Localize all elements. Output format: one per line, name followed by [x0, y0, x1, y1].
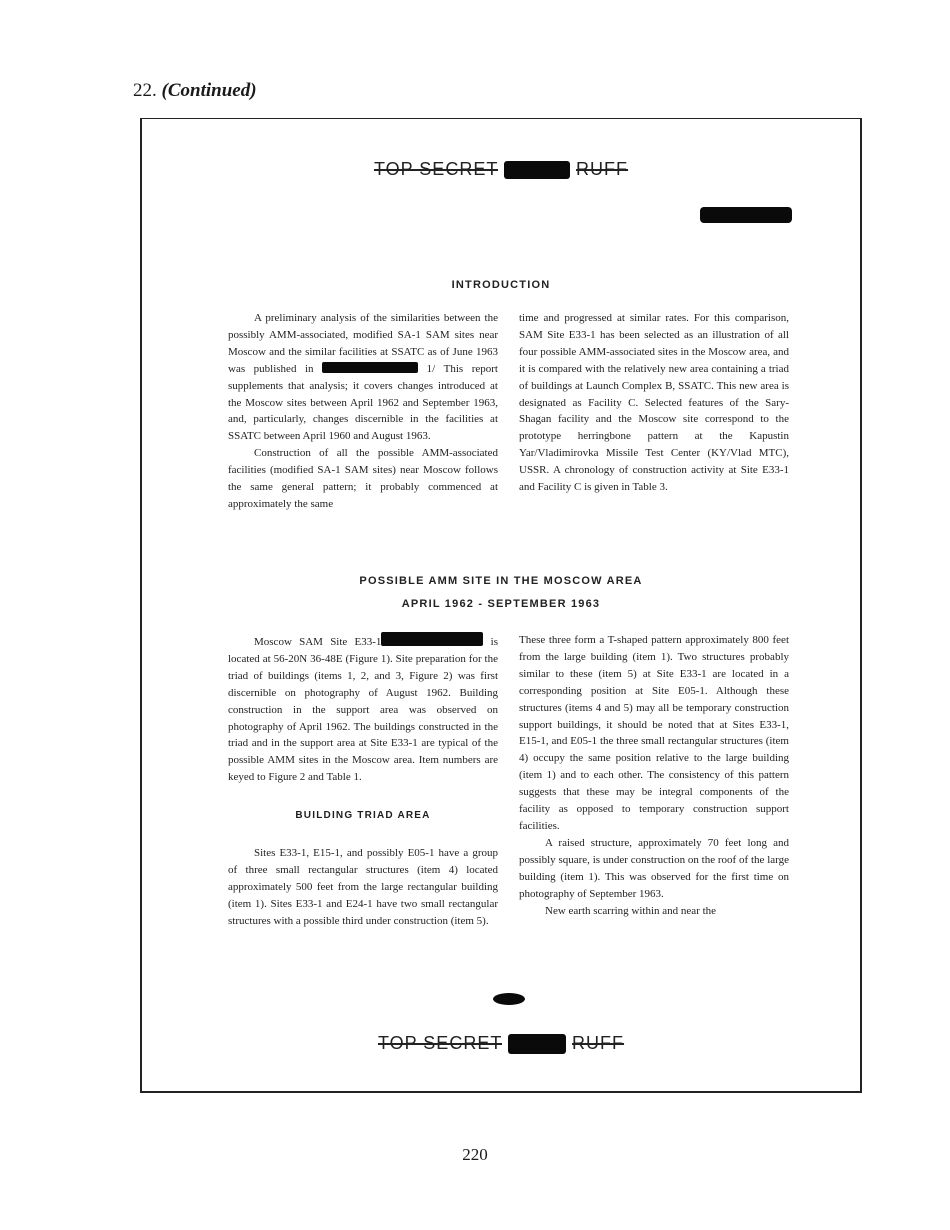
- document-frame: [140, 118, 862, 1093]
- header-continued: (Continued): [161, 80, 257, 101]
- classification-top: [142, 159, 860, 180]
- intro-paragraph-3: time and progressed at similar rates. For this comparison, SAM Site E33-1 has been selected as an illustration of all four possible AMM-associated sites in the Moscow area, and it is compared with the relatively new area containing a triad of buildings at Launch Complex B, SSATC. This new area is designated as Facility C. Selected features of the Sary-Shagan facility and the Moscow site correspond to the prototype herringbone pattern at the Kapustin Yar/Vladimirovka Missile Test Center (KY/Vlad MTC), USSR. A chronology of construction activity at Site E33-1 and Facility C is given in Table 3.: [519, 312, 789, 494]
- classification-bottom: [142, 1033, 860, 1054]
- section-left-column: [228, 632, 498, 930]
- redaction-block: [508, 1034, 566, 1054]
- redaction-block: [700, 207, 792, 223]
- intro-left-column: [228, 310, 498, 513]
- classification-bottom-left: TOP SECRET: [377, 1033, 502, 1053]
- redaction-block: [493, 993, 525, 1005]
- section-heading: POSSIBLE AMM SITE IN THE MOSCOW AREA: [359, 575, 643, 587]
- redaction-block: [322, 362, 418, 373]
- header-number: 22.: [133, 80, 157, 101]
- section-subheading: APRIL 1962 - SEPTEMBER 1963: [401, 598, 601, 610]
- classification-top-right: RUFF: [576, 159, 629, 179]
- building-triad-heading: BUILDING TRIAD AREA: [295, 810, 431, 822]
- redaction-block: [504, 161, 570, 179]
- section-paragraph-1: Moscow SAM Site E33-1 is located at 56-20N 36-48E (Figure 1). Site preparation for the triad of buildings (items 1, 2, and 3, Figure 2) was first discernible on photography of August 1962. Building construction in the support area was observed on photography of April 1962. The buildings constructed in the triad and in the support area at Site E33-1 are typical of the possible AMM sites in the Moscow area. Item numbers are keyed to Figure 2 and Table 1.: [228, 632, 498, 786]
- introduction-heading: INTRODUCTION: [451, 279, 551, 291]
- section-paragraph-5: New earth scarring within and near the: [545, 904, 717, 917]
- classification-top-left: TOP SECRET: [373, 159, 498, 179]
- section-paragraph-3: These three form a T-shaped pattern approximately 800 feet from the large building (item 1). Two structures probably similar to these (item 5) at Site E33-1 are located in a corresponding position at Site E05-1. Although these structures (items 4 and 5) may all be temporary construction support buildings, it should be noted that at Sites E33-1, E15-1, and E05-1 the three small rectangular structures (item 4) occupy the same position relative to the large building (item 1) and to each other. The consistency of this pattern suggests that these may be integral components of the facility as opposed to temporary construction support facilities.: [519, 634, 789, 832]
- intro-paragraph-2: Construction of all the possible AMM-associated facilities (modified SA-1 SAM sites) near Moscow follows the same general pattern; it probably commenced at approximately the same: [228, 447, 498, 510]
- section-right-column: [519, 632, 789, 919]
- intro-paragraph-1: A preliminary analysis of the similarities between the possibly AMM-associated, modified SA-1 SAM sites near Moscow and the similar facilities at SSATC as of June 1963 was published in 1/ This report supplements that analysis; it covers changes introduced at the Moscow sites between April 1962 and September 1963, and, particularly, changes discernible in the facilities at SSATC between April 1960 and August 1963.: [228, 312, 498, 443]
- page-header: [133, 80, 257, 102]
- redaction-block: [381, 632, 483, 646]
- page-number: 220: [462, 1145, 488, 1164]
- section-paragraph-2: Sites E33-1, E15-1, and possibly E05-1 have a group of three small rectangular structures (item 4) located approximately 500 feet from the large rectangular building (item 1). Sites E33-1 and E24-1 have two small rectangular structures with a possible third under construction (item 5).: [228, 847, 498, 927]
- classification-bottom-right: RUFF: [572, 1033, 625, 1053]
- section-paragraph-4: A raised structure, approximately 70 feet long and possibly square, is under construction on the roof of the large building (item 1). This was observed for the first time on photography of September 1963.: [519, 836, 789, 900]
- intro-right-column: [519, 310, 789, 496]
